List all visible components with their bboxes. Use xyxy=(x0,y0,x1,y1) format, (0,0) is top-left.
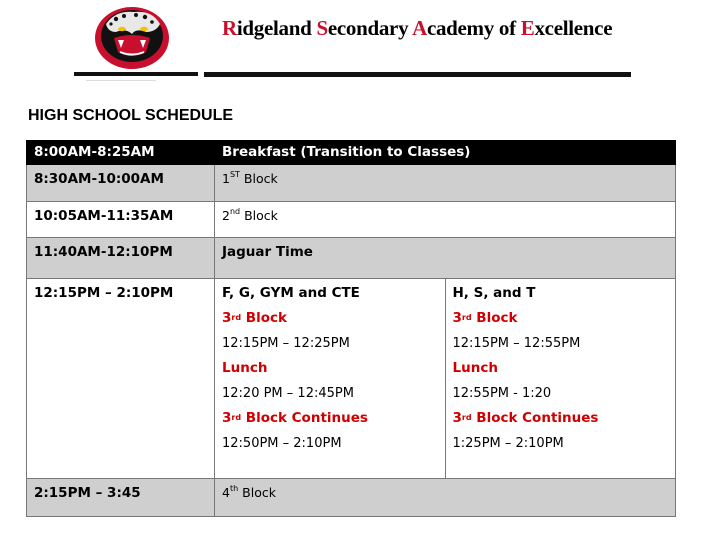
jaguar-head-logo-icon xyxy=(92,2,170,70)
lunch-label: Lunch xyxy=(222,360,268,376)
row-time: 11:40AM-12:10PM xyxy=(27,238,215,279)
continues-time: 12:50PM – 2:10PM xyxy=(222,436,342,451)
header-rule-left xyxy=(74,72,198,76)
continues-time: 1:25PM – 2:10PM xyxy=(452,436,564,451)
continues-label: 3rd Block Continues xyxy=(222,410,368,426)
row-activity: 2nd Block xyxy=(215,202,676,238)
lunch-time: 12:20 PM – 12:45PM xyxy=(222,386,354,401)
schedule-row xyxy=(27,479,676,517)
lunch-time: 12:55PM - 1:20 xyxy=(452,386,552,401)
row-time: 12:15PM – 2:10PM xyxy=(27,279,215,479)
continues-label: 3rd Block Continues xyxy=(452,410,599,426)
lunch-label: Lunch xyxy=(452,360,498,376)
schedule-row xyxy=(27,165,676,202)
schedule-row xyxy=(27,238,676,279)
row-activity: 4th Block xyxy=(215,479,676,517)
school-title: Ridgeland Secondary Academy of Excellence xyxy=(222,16,613,40)
row-activity: Jaguar Time xyxy=(215,238,676,279)
row-time: 10:05AM-11:35AM xyxy=(27,202,215,238)
schedule-row xyxy=(27,202,676,238)
group-header: H, S, and T xyxy=(452,285,536,301)
page-heading: HIGH SCHOOL SCHEDULE xyxy=(28,107,234,124)
header-rule-right xyxy=(204,72,631,77)
row-activity: 1ST Block xyxy=(215,165,676,202)
block-time: 12:15PM – 12:25PM xyxy=(222,336,350,351)
block-label: 3rd Block xyxy=(452,310,518,326)
schedule-table xyxy=(26,140,676,517)
group-header: F, G, GYM and CTE xyxy=(222,285,360,301)
row-activity: Breakfast (Transition to Classes) xyxy=(215,141,676,165)
row-time: 8:00AM-8:25AM xyxy=(27,141,215,165)
block-label: 3rd Block xyxy=(222,310,287,326)
block-time: 12:15PM – 12:55PM xyxy=(452,336,581,351)
faint-divider xyxy=(86,80,156,81)
row-time: 8:30AM-10:00AM xyxy=(27,165,215,202)
row-time: 2:15PM – 3:45 xyxy=(27,479,215,517)
lunch-group-a xyxy=(215,279,446,479)
schedule-row-split xyxy=(27,279,676,479)
schedule-row xyxy=(27,141,676,165)
lunch-group-b xyxy=(445,279,676,479)
